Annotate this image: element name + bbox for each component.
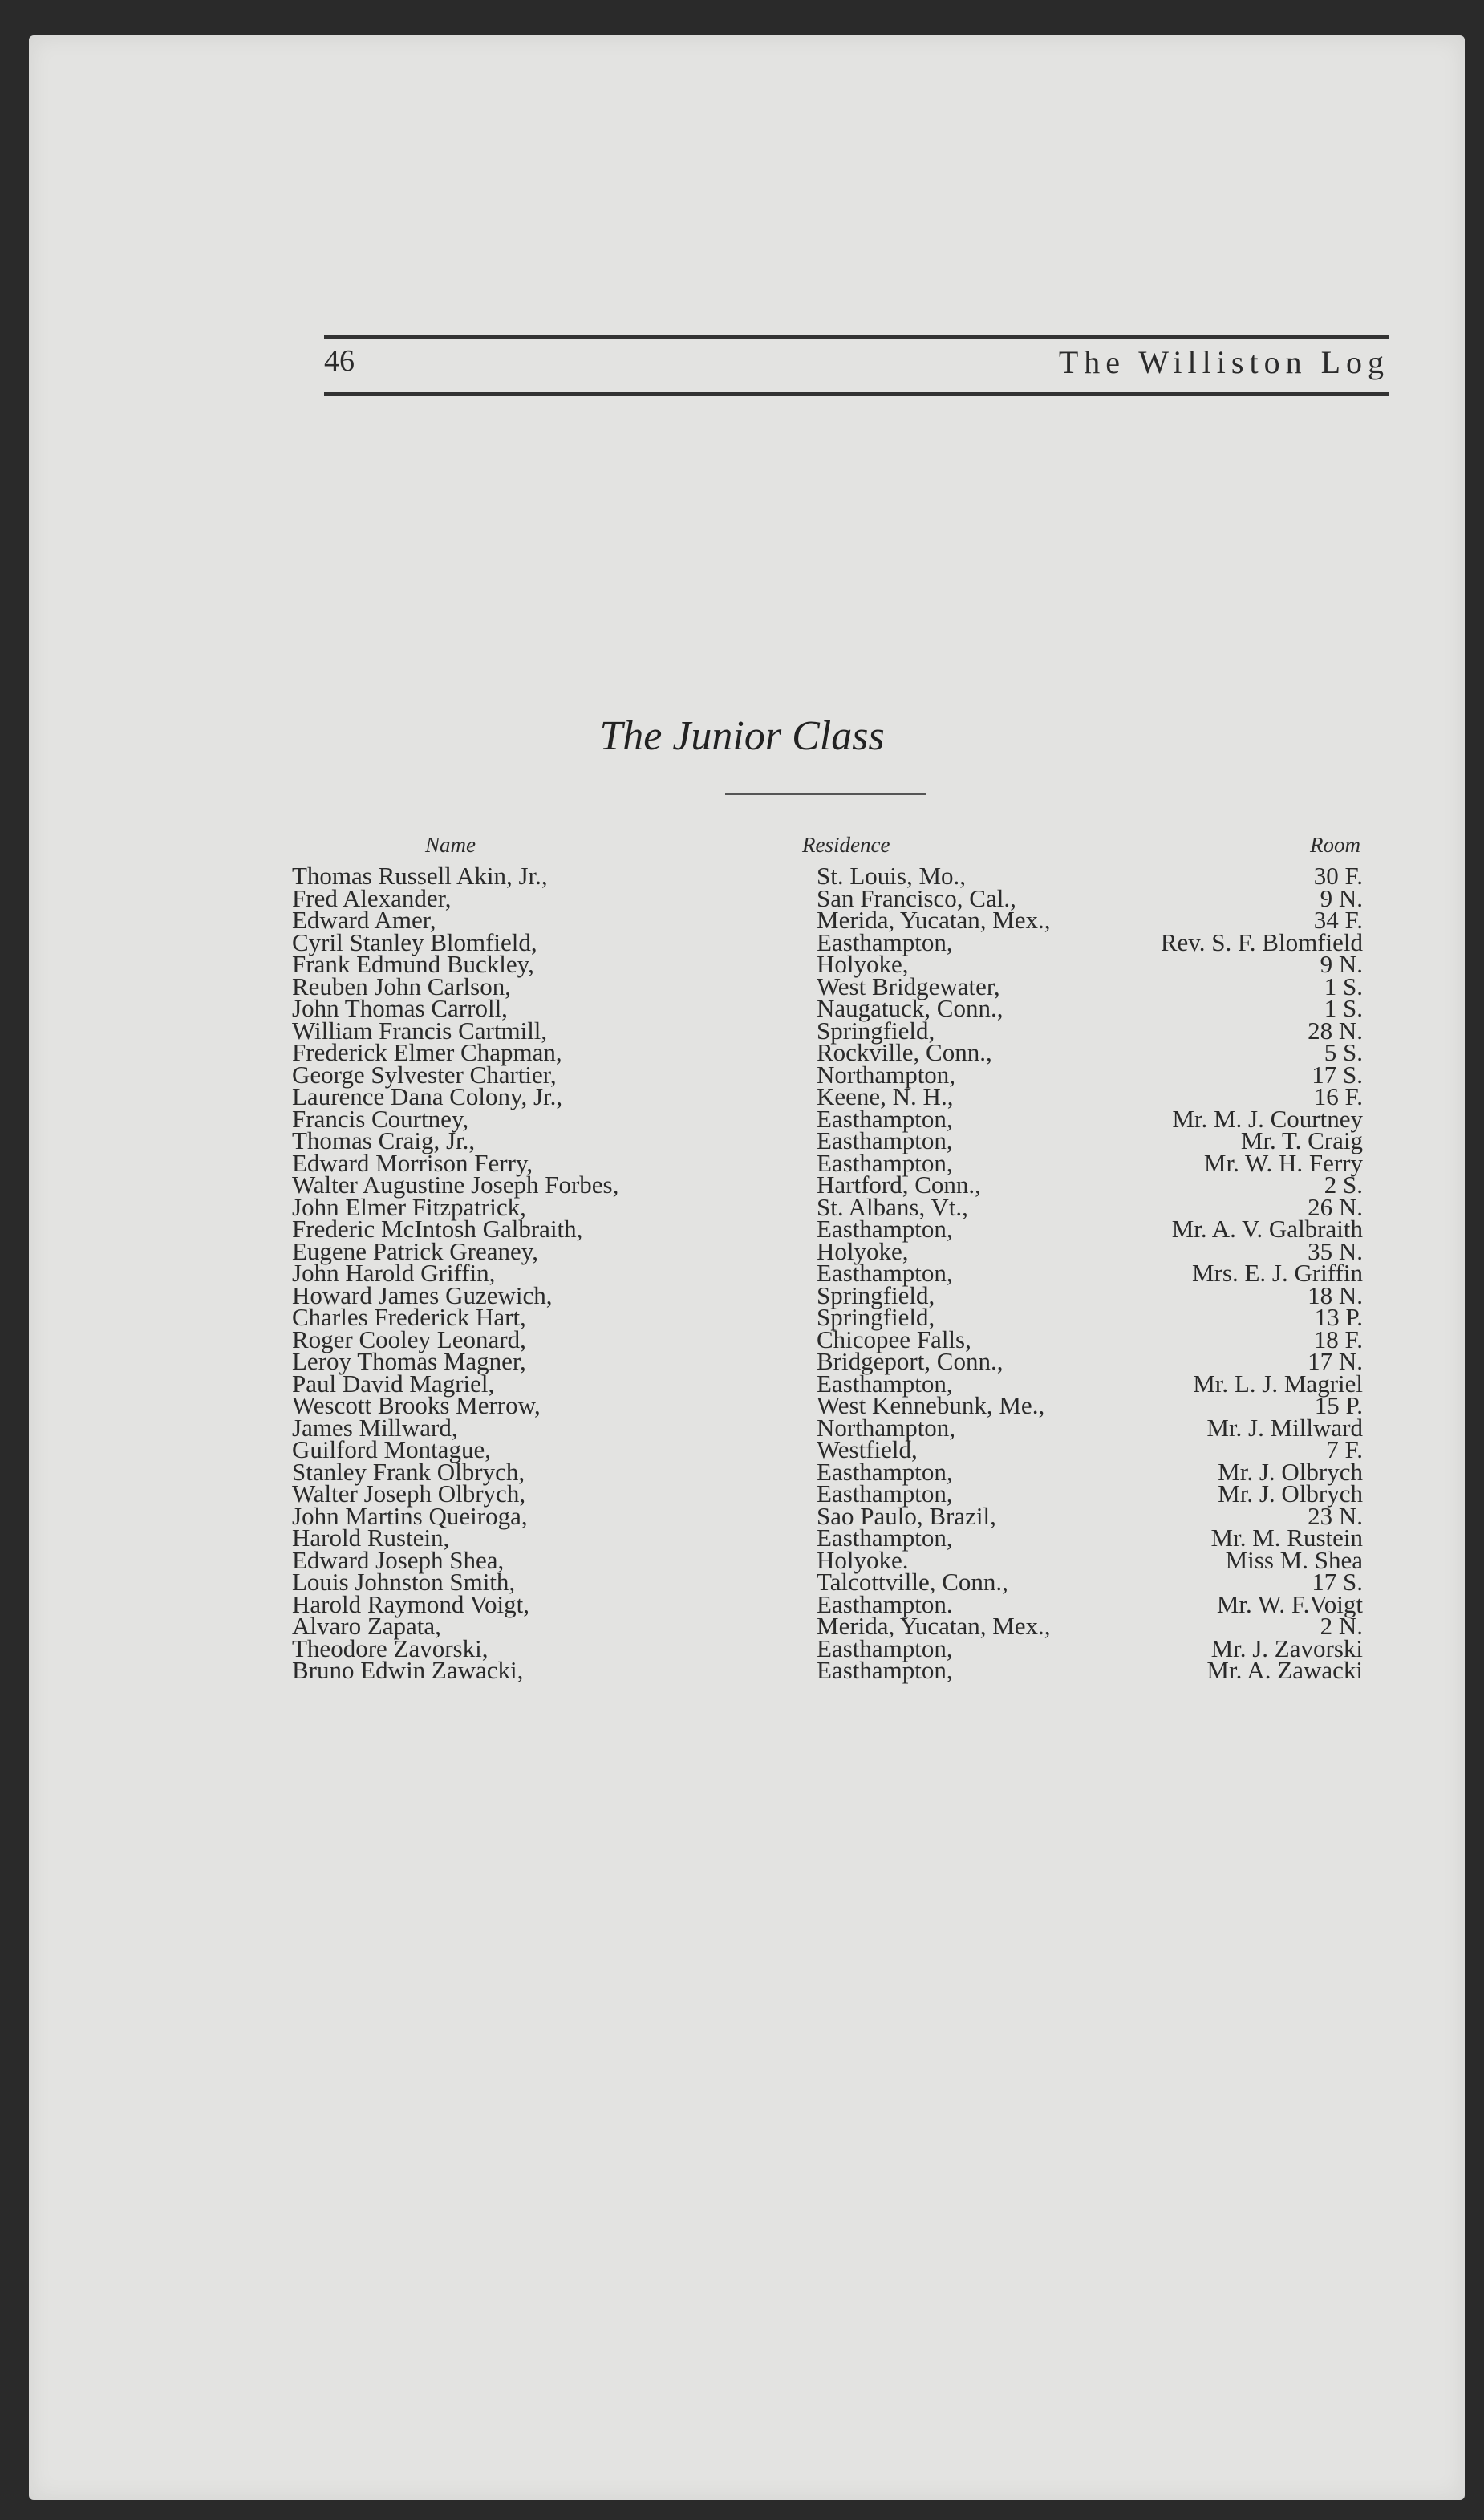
student-room: Mrs. E. J. Griffin [1192, 1259, 1363, 1287]
student-residence: Northampton, [817, 1060, 956, 1089]
student-residence: Easthampton, [817, 1524, 953, 1552]
student-name: Thomas Craig, Jr., [292, 1126, 476, 1154]
student-room: 16 F. [1313, 1082, 1363, 1110]
student-residence: West Kennebunk, Me., [817, 1391, 1045, 1419]
student-residence: Holyoke, [817, 950, 909, 978]
student-residence: Springfield, [817, 1280, 935, 1309]
student-name: Guilford Montague, [292, 1435, 491, 1463]
student-residence: Springfield, [817, 1303, 935, 1331]
student-room: 34 F. [1313, 906, 1363, 934]
student-room: 7 F. [1326, 1435, 1363, 1463]
student-name: Wescott Brooks Merrow, [292, 1391, 541, 1419]
student-room: Rev. S. F. Blomfield [1160, 927, 1363, 956]
column-header-room: Room [1310, 833, 1360, 857]
student-residence: Sao Paulo, Brazil, [817, 1501, 996, 1530]
student-room: 15 P. [1314, 1391, 1363, 1419]
student-name: Frank Edmund Buckley, [292, 950, 534, 978]
student-residence: Chicopee Falls, [817, 1325, 971, 1353]
student-name: George Sylvester Chartier, [292, 1060, 557, 1089]
student-residence: Easthampton, [817, 1259, 953, 1287]
student-room: 1 S. [1324, 972, 1363, 1000]
student-room: 17 N. [1308, 1347, 1363, 1375]
student-name: Reuben John Carlson, [292, 972, 511, 1000]
student-name: Laurence Dana Colony, Jr., [292, 1082, 563, 1110]
section-title: The Junior Class [599, 713, 885, 759]
student-room: 26 N. [1308, 1192, 1363, 1221]
student-name: Bruno Edwin Zawacki, [292, 1656, 524, 1684]
header-rule-top [324, 335, 1389, 339]
student-name: Leroy Thomas Magner, [292, 1347, 526, 1375]
student-name: Fred Alexander, [292, 883, 452, 912]
page-number: 46 [324, 344, 355, 378]
student-residence: Rockville, Conn., [817, 1038, 992, 1066]
student-room: Mr. J. Olbrych [1218, 1457, 1363, 1486]
student-residence: Northampton, [817, 1413, 956, 1442]
running-title: The Williston Log [1058, 344, 1389, 380]
student-name: James Millward, [292, 1413, 458, 1442]
student-room: 13 P. [1314, 1303, 1363, 1331]
running-head [324, 343, 1389, 388]
student-room: Mr. J. Zavorski [1210, 1633, 1363, 1662]
student-name: John Thomas Carroll, [292, 994, 508, 1022]
student-room: 2 N. [1320, 1612, 1363, 1640]
student-residence: Holyoke, [817, 1236, 909, 1265]
student-name: Thomas Russell Akin, Jr., [292, 862, 548, 890]
student-room: Mr. J. Millward [1206, 1413, 1363, 1442]
student-residence: Easthampton. [817, 1589, 953, 1618]
student-residence: Easthampton, [817, 1479, 953, 1508]
student-name: William Francis Cartmill, [292, 1016, 548, 1045]
student-name: Stanley Frank Olbrych, [292, 1457, 525, 1486]
student-room: Miss M. Shea [1225, 1545, 1363, 1574]
student-residence: San Francisco, Cal., [817, 883, 1016, 912]
student-residence: Merida, Yucatan, Mex., [817, 1612, 1051, 1640]
student-name: John Harold Griffin, [292, 1259, 496, 1287]
header-rule-bottom [324, 392, 1389, 396]
student-residence: Easthampton, [817, 1148, 953, 1177]
student-residence: Hartford, Conn., [817, 1171, 981, 1199]
student-residence: Westfield, [817, 1435, 918, 1463]
student-residence: Easthampton, [817, 1457, 953, 1486]
student-residence: St. Albans, Vt., [817, 1192, 968, 1221]
student-room: Mr. W. F.Voigt [1216, 1589, 1363, 1618]
student-residence: Easthampton, [817, 1104, 953, 1133]
student-name: Frederick Elmer Chapman, [292, 1038, 562, 1066]
student-residence: West Bridgewater, [817, 972, 1000, 1000]
student-residence: Easthampton, [817, 1656, 953, 1684]
student-name: Francis Courtney, [292, 1104, 469, 1133]
student-name: Harold Raymond Voigt, [292, 1589, 529, 1618]
student-room: 28 N. [1308, 1016, 1363, 1045]
student-name: Paul David Magriel, [292, 1369, 495, 1398]
student-residence: St. Louis, Mo., [817, 862, 967, 890]
student-room: 17 S. [1312, 1060, 1363, 1089]
student-room: Mr. T. Craig [1240, 1126, 1363, 1154]
student-name: Theodore Zavorski, [292, 1633, 489, 1662]
student-residence: Talcottville, Conn., [817, 1568, 1008, 1596]
student-name: John Elmer Fitzpatrick, [292, 1192, 526, 1221]
student-room: 5 S. [1324, 1038, 1363, 1066]
student-name: Roger Cooley Leonard, [292, 1325, 526, 1353]
student-room: 1 S. [1324, 994, 1363, 1022]
student-residence: Easthampton, [817, 1126, 953, 1154]
student-room: Mr. W. H. Ferry [1203, 1148, 1363, 1177]
student-name: Charles Frederick Hart, [292, 1303, 526, 1331]
student-room: 17 S. [1312, 1568, 1363, 1596]
student-residence: Naugatuck, Conn., [817, 994, 1004, 1022]
student-residence: Holyoke. [817, 1545, 909, 1574]
student-room: Mr. A. V. Galbraith [1171, 1215, 1363, 1243]
student-room: Mr. J. Olbrych [1218, 1479, 1363, 1508]
student-room: Mr. M. J. Courtney [1172, 1104, 1363, 1133]
student-room: 9 N. [1320, 950, 1363, 978]
title-underline [725, 793, 926, 795]
student-name: Louis Johnston Smith, [292, 1568, 516, 1596]
student-name: Edward Amer, [292, 906, 436, 934]
roster-row [292, 1656, 1363, 1684]
student-name: John Martins Queiroga, [292, 1501, 528, 1530]
student-room: 30 F. [1313, 862, 1363, 890]
student-name: Howard James Guzewich, [292, 1280, 553, 1309]
student-name: Walter Joseph Olbrych, [292, 1479, 526, 1508]
student-name: Harold Rustein, [292, 1524, 450, 1552]
student-room: Mr. A. Zawacki [1206, 1656, 1363, 1684]
student-residence: Easthampton, [817, 1633, 953, 1662]
column-header-name: Name [425, 833, 476, 857]
student-room: 18 F. [1313, 1325, 1363, 1353]
student-room: Mr. L. J. Magriel [1193, 1369, 1363, 1398]
student-room: 18 N. [1308, 1280, 1363, 1309]
student-name: Cyril Stanley Blomfield, [292, 927, 537, 956]
student-name: Walter Augustine Joseph Forbes, [292, 1171, 619, 1199]
student-residence: Springfield, [817, 1016, 935, 1045]
student-room: Mr. M. Rustein [1210, 1524, 1363, 1552]
student-residence: Easthampton, [817, 1215, 953, 1243]
student-residence: Merida, Yucatan, Mex., [817, 906, 1051, 934]
student-residence: Bridgeport, Conn., [817, 1347, 1004, 1375]
student-room: 35 N. [1308, 1236, 1363, 1265]
student-residence: Easthampton, [817, 927, 953, 956]
student-name: Edward Joseph Shea, [292, 1545, 505, 1574]
student-room: 23 N. [1308, 1501, 1363, 1530]
column-header-residence: Residence [802, 833, 890, 857]
student-name: Eugene Patrick Greaney, [292, 1236, 538, 1265]
student-name: Alvaro Zapata, [292, 1612, 441, 1640]
student-roster [292, 862, 1363, 1684]
student-name: Edward Morrison Ferry, [292, 1148, 533, 1177]
student-name: Frederic McIntosh Galbraith, [292, 1215, 583, 1243]
student-room: 9 N. [1320, 883, 1363, 912]
student-room: 2 S. [1324, 1171, 1363, 1199]
student-residence: Easthampton, [817, 1369, 953, 1398]
student-residence: Keene, N. H., [817, 1082, 954, 1110]
